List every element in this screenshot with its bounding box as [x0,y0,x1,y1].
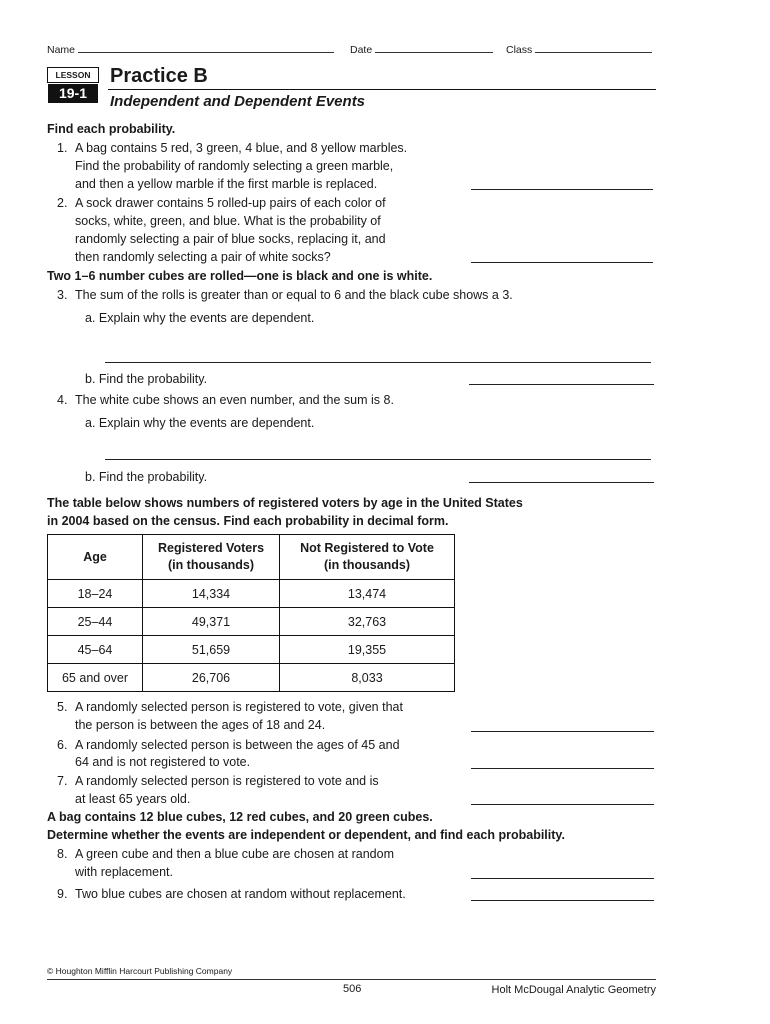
section-heading: in 2004 based on the census. Find each probability in decimal form. [47,514,449,528]
lesson-label: LESSON [47,67,99,83]
section-heading: Find each probability. [47,122,176,136]
question-number: 5. [57,700,68,714]
name-field[interactable]: Name [47,42,334,56]
answer-line[interactable] [469,482,654,483]
title-rule [108,89,656,90]
table-cell: 14,334 [143,580,280,608]
question-text: A randomly selected person is registered to vote, given that [75,700,403,714]
date-field[interactable]: Date [350,42,493,56]
column-header-not-registered: Not Registered to Vote (in thousands) [280,535,455,580]
page-number: 506 [343,983,362,995]
question-text: with replacement. [75,865,173,879]
subquestion-b: b. Find the probability. [85,372,208,386]
page-subtitle: Independent and Dependent Events [110,93,366,110]
answer-line[interactable] [105,459,651,460]
table-cell: 51,659 [143,636,280,664]
answer-line[interactable] [471,878,654,879]
answer-line[interactable] [471,900,654,901]
copyright: © Houghton Mifflin Harcourt Publishing Company [47,966,233,976]
table-cell: 8,033 [280,664,455,692]
class-field[interactable]: Class [506,42,652,56]
question-text: The sum of the rolls is greater than or equal to 6 and the black cube shows a 3. [75,288,513,302]
voters-table [47,534,455,692]
table-cell: 25–44 [48,608,143,636]
question-text: A green cube and then a blue cube are chosen at random [75,847,394,861]
answer-line[interactable] [471,189,653,190]
answer-line[interactable] [469,384,654,385]
subquestion-a: a. Explain why the events are dependent. [85,311,315,325]
answer-line[interactable] [471,262,653,263]
subquestion-a: a. Explain why the events are dependent. [85,416,315,430]
table-header-row [48,535,455,580]
question-text: at least 65 years old. [75,792,191,806]
column-header-registered: Registered Voters (in thousands) [143,535,280,580]
table-cell: 32,763 [280,608,455,636]
table-row [48,608,455,636]
table-cell: 18–24 [48,580,143,608]
question-number: 3. [57,288,68,302]
lesson-badge [47,67,99,105]
answer-line[interactable] [471,731,654,732]
answer-line[interactable] [471,768,654,769]
question-text: then randomly selecting a pair of white socks? [75,250,331,264]
question-text: Two blue cubes are chosen at random without replacement. [75,887,406,901]
section-heading: The table below shows numbers of registered voters by age in the United States [47,496,523,510]
question-number: 8. [57,847,68,861]
table-cell: 26,706 [143,664,280,692]
question-text: Find the probability of randomly selecting a green marble, [75,159,394,173]
lesson-number: 19-1 [48,84,98,103]
table-cell: 65 and over [48,664,143,692]
question-text: 64 and is not registered to vote. [75,755,251,769]
table-row [48,636,455,664]
question-text: socks, white, green, and blue. What is the probability of [75,214,381,228]
page-title: Practice B [110,65,208,87]
question-text: A sock drawer contains 5 rolled-up pairs of each color of [75,196,386,210]
question-number: 1. [57,141,68,155]
section-heading: Determine whether the events are independent or dependent, and find each probability. [47,828,565,842]
answer-line[interactable] [105,362,651,363]
footer-rule [47,979,656,980]
question-number: 9. [57,887,68,901]
question-number: 4. [57,393,68,407]
question-number: 2. [57,196,68,210]
answer-line[interactable] [471,804,654,805]
question-text: A bag contains 5 red, 3 green, 4 blue, and 8 yellow marbles. [75,141,408,155]
question-text: A randomly selected person is registered to vote and is [75,774,379,788]
question-text: A randomly selected person is between the ages of 45 and [75,738,400,752]
table-cell: 19,355 [280,636,455,664]
table-row [48,580,455,608]
table-cell: 13,474 [280,580,455,608]
question-text: and then a yellow marble if the first marble is replaced. [75,177,378,191]
question-number: 6. [57,738,68,752]
question-text: The white cube shows an even number, and the sum is 8. [75,393,394,407]
table-cell: 49,371 [143,608,280,636]
section-heading: A bag contains 12 blue cubes, 12 red cubes, and 20 green cubes. [47,810,433,824]
section-heading: Two 1–6 number cubes are rolled—one is black and one is white. [47,269,433,283]
table-cell: 45–64 [48,636,143,664]
column-header-age: Age [48,535,143,580]
table-row [48,664,455,692]
subquestion-b: b. Find the probability. [85,470,208,484]
book-title: Holt McDougal Analytic Geometry [491,984,656,996]
question-number: 7. [57,774,68,788]
question-text: randomly selecting a pair of blue socks, replacing it, and [75,232,386,246]
question-text: the person is between the ages of 18 and 24. [75,718,326,732]
